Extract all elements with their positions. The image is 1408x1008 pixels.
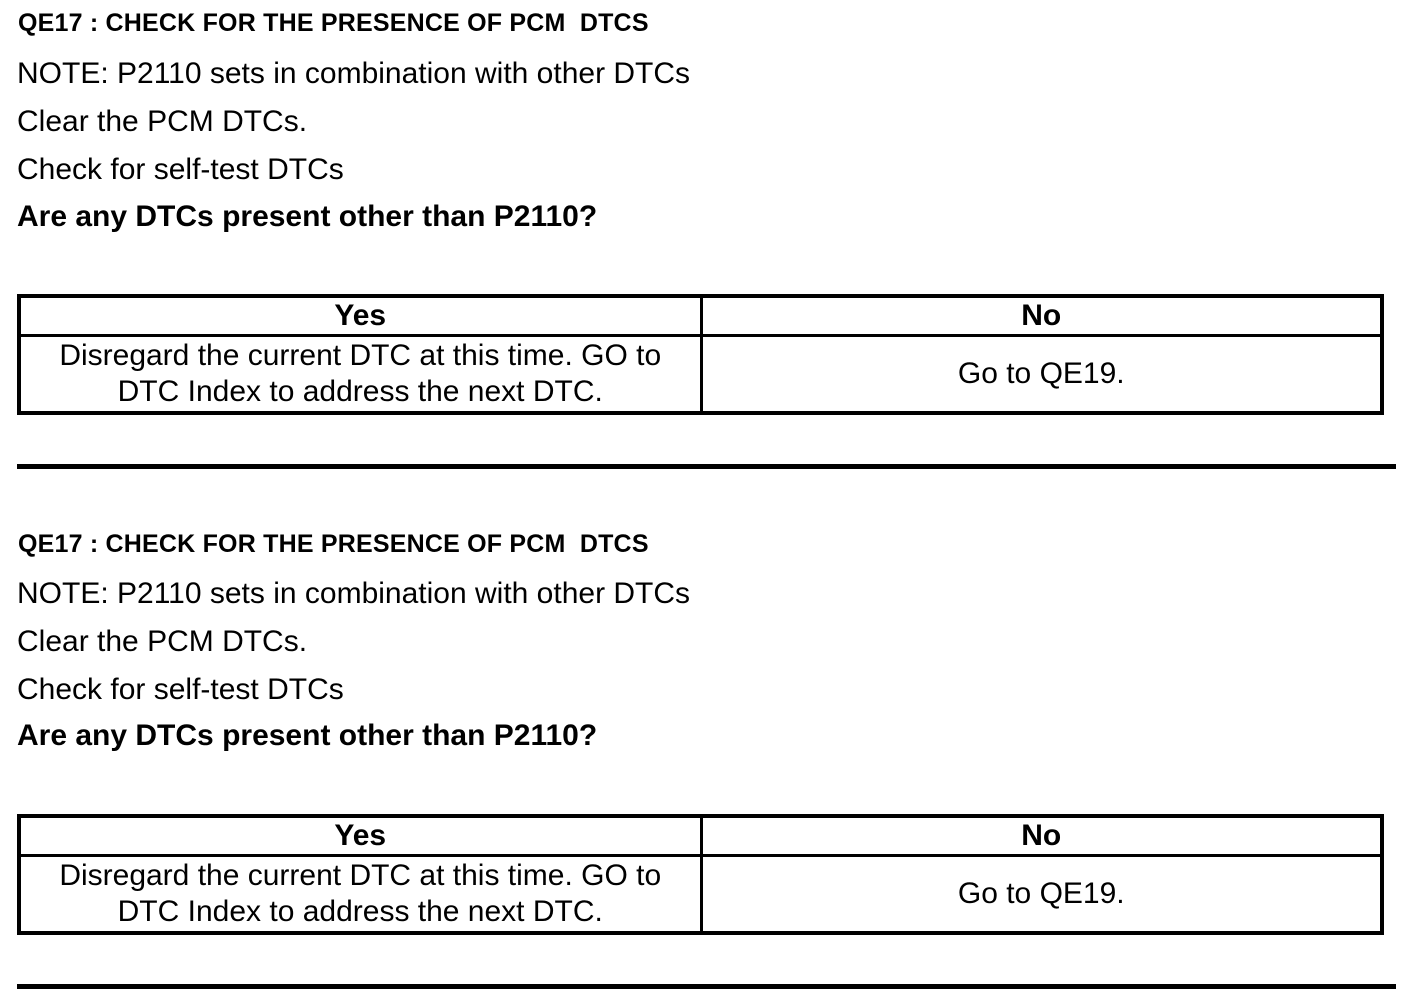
- yes-action-line: DTC Index to address the next DTC.: [117, 375, 603, 408]
- no-header: No: [701, 296, 1382, 336]
- decision-table-header-row: [19, 816, 1382, 856]
- decision-table-action-row: [19, 336, 1382, 414]
- step-heading: QE17 : CHECK FOR THE PRESENCE OF PCM DTCS: [18, 530, 649, 558]
- instruction-check-self-test: Check for self-test DTCs: [17, 153, 344, 186]
- no-header: No: [701, 816, 1382, 856]
- instruction-clear-dtcs: Clear the PCM DTCs.: [17, 625, 308, 658]
- no-action-cell: Go to QE19.: [701, 336, 1382, 414]
- note-text: NOTE: P2110 sets in combination with other DTCs: [17, 57, 691, 90]
- decision-table-action-row: [19, 856, 1382, 934]
- yes-action-line: Disregard the current DTC at this time. GO to: [59, 859, 662, 892]
- decision-table-header-row: [19, 296, 1382, 336]
- step-heading: QE17 : CHECK FOR THE PRESENCE OF PCM DTCS: [18, 9, 649, 37]
- note-text: NOTE: P2110 sets in combination with other DTCs: [17, 577, 691, 610]
- step-question: Are any DTCs present other than P2110?: [17, 200, 598, 233]
- yes-header: Yes: [19, 816, 701, 856]
- yes-action-cell: [19, 336, 701, 414]
- instruction-clear-dtcs: Clear the PCM DTCs.: [17, 105, 308, 138]
- instruction-check-self-test: Check for self-test DTCs: [17, 673, 344, 706]
- decision-table: [17, 294, 1384, 415]
- yes-action-line: Disregard the current DTC at this time. GO to: [59, 339, 662, 372]
- section-divider: [17, 984, 1396, 989]
- section-divider: [17, 464, 1396, 469]
- yes-action-line: DTC Index to address the next DTC.: [117, 895, 603, 928]
- no-action-cell: Go to QE19.: [701, 856, 1382, 934]
- step-question: Are any DTCs present other than P2110?: [17, 719, 598, 752]
- decision-table: [17, 814, 1384, 935]
- yes-action-cell: [19, 856, 701, 934]
- yes-header: Yes: [19, 296, 701, 336]
